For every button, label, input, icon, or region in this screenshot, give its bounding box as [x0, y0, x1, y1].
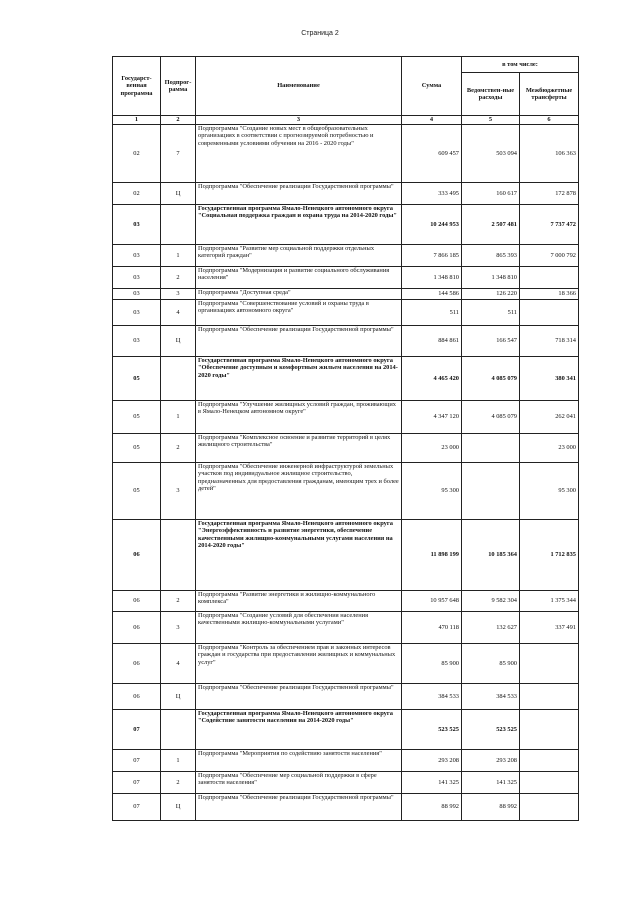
table-row	[113, 750, 579, 772]
subprogram-code-cell: 3	[161, 463, 196, 520]
table-row	[113, 794, 579, 821]
header-sum: Сумма	[402, 57, 462, 116]
header-program: Государст-венная программа	[113, 57, 161, 116]
name-cell: Подпрограмма "Создание условий для обеспечения населения качественными жилищно-коммунальными услугами"	[196, 612, 402, 644]
sum-cell: 7 866 185	[402, 245, 462, 267]
program-code-cell: 03	[113, 326, 161, 357]
program-code-cell: 03	[113, 300, 161, 326]
program-code-cell: 06	[113, 684, 161, 710]
dept-expenses-cell: 523 525	[462, 710, 520, 750]
subprogram-code-cell: Ц	[161, 684, 196, 710]
sum-cell: 470 118	[402, 612, 462, 644]
name-cell: Подпрограмма "Комплексное освоение и развитие территорий в целях жилищного строительства"	[196, 434, 402, 463]
sum-cell: 384 533	[402, 684, 462, 710]
dept-expenses-cell: 166 547	[462, 326, 520, 357]
transfers-cell: 1 375 344	[520, 591, 579, 612]
sum-cell: 333 495	[402, 183, 462, 205]
sum-cell: 85 900	[402, 644, 462, 684]
program-code-cell: 05	[113, 357, 161, 401]
name-cell: Государственная программа Ямало-Ненецкого автономного округа "Энергоэффективность и развитие энергетики, обеспечение качественными жилищно-коммунальными услугами населения на 2014-2020 годы"	[196, 520, 402, 591]
subprogram-code-cell: 4	[161, 644, 196, 684]
name-cell: Подпрограмма "Обеспечение мер социальной поддержки в сфере занятости населения"	[196, 772, 402, 794]
dept-expenses-cell: 503 094	[462, 125, 520, 183]
subprogram-code-cell	[161, 357, 196, 401]
name-cell: Подпрограмма "Обеспечение реализации Государственной программы"	[196, 794, 402, 821]
dept-expenses-cell: 865 393	[462, 245, 520, 267]
dept-expenses-cell	[462, 463, 520, 520]
name-cell: Подпрограмма "Создание новых мест в общеобразовательных организациях в соответствии с прогнозируемой потребностью и современными условиями обучения на 2016 - 2020 годы"	[196, 125, 402, 183]
dept-expenses-cell: 160 617	[462, 183, 520, 205]
sum-cell: 293 208	[402, 750, 462, 772]
col-number-3: 3	[196, 116, 402, 125]
program-code-cell: 03	[113, 267, 161, 289]
subprogram-code-cell: 2	[161, 772, 196, 794]
sum-cell: 141 325	[402, 772, 462, 794]
dept-expenses-cell: 85 900	[462, 644, 520, 684]
program-code-cell: 03	[113, 245, 161, 267]
name-cell: Государственная программа Ямало-Ненецкого автономного округа "Социальная поддержка граждан и охрана труда на 2014-2020 годы"	[196, 205, 402, 245]
table-row	[113, 267, 579, 289]
table-row	[113, 644, 579, 684]
name-cell: Государственная программа Ямало-Ненецкого автономного округа "Обеспечение доступным и комфортным жильем населения на 2014-2020 годы"	[196, 357, 402, 401]
subprogram-code-cell: Ц	[161, 794, 196, 821]
name-cell: Подпрограмма "Обеспечение реализации Государственной программы"	[196, 684, 402, 710]
col-number-2: 2	[161, 116, 196, 125]
transfers-cell	[520, 684, 579, 710]
sum-cell: 23 000	[402, 434, 462, 463]
table-body	[113, 125, 579, 821]
transfers-cell: 7 737 472	[520, 205, 579, 245]
table-row	[113, 183, 579, 205]
col-number-4: 4	[402, 116, 462, 125]
subprogram-code-cell: Ц	[161, 326, 196, 357]
col-number-6: 6	[520, 116, 579, 125]
sum-cell: 511	[402, 300, 462, 326]
name-cell: Подпрограмма "Совершенствование условий и охраны труда в организациях автономного округа"	[196, 300, 402, 326]
program-row	[113, 520, 579, 591]
name-cell: Государственная программа Ямало-Ненецкого автономного округа "Содействие занятости населения на 2014-2020 годы"	[196, 710, 402, 750]
dept-expenses-cell: 126 220	[462, 289, 520, 300]
sum-cell: 10 244 953	[402, 205, 462, 245]
transfers-cell: 262 041	[520, 401, 579, 434]
program-code-cell: 02	[113, 125, 161, 183]
transfers-cell	[520, 794, 579, 821]
dept-expenses-cell: 132 627	[462, 612, 520, 644]
transfers-cell: 95 300	[520, 463, 579, 520]
col-number-5: 5	[462, 116, 520, 125]
subprogram-code-cell: 1	[161, 401, 196, 434]
dept-expenses-cell: 1 348 810	[462, 267, 520, 289]
transfers-cell	[520, 710, 579, 750]
program-code-cell: 05	[113, 434, 161, 463]
subprogram-code-cell: 1	[161, 245, 196, 267]
dept-expenses-cell: 293 208	[462, 750, 520, 772]
program-code-cell: 05	[113, 401, 161, 434]
budget-table	[112, 56, 579, 821]
name-cell: Подпрограмма "Мероприятия по содействию занятости населения"	[196, 750, 402, 772]
program-code-cell: 05	[113, 463, 161, 520]
transfers-cell	[520, 772, 579, 794]
sum-cell: 10 957 648	[402, 591, 462, 612]
subprogram-code-cell: 3	[161, 289, 196, 300]
sum-cell: 523 525	[402, 710, 462, 750]
transfers-cell: 172 878	[520, 183, 579, 205]
subprogram-code-cell	[161, 710, 196, 750]
dept-expenses-cell: 4 085 079	[462, 357, 520, 401]
col-number-1: 1	[113, 116, 161, 125]
name-cell: Подпрограмма "Развитие энергетики и жилищно-коммунального комплекса"	[196, 591, 402, 612]
dept-expenses-cell: 511	[462, 300, 520, 326]
dept-expenses-cell: 88 992	[462, 794, 520, 821]
program-row	[113, 357, 579, 401]
dept-expenses-cell	[462, 434, 520, 463]
name-cell: Подпрограмма "Обеспечение реализации Государственной программы"	[196, 326, 402, 357]
name-cell: Подпрограмма "Доступная среда"	[196, 289, 402, 300]
sum-cell: 95 300	[402, 463, 462, 520]
subprogram-code-cell	[161, 520, 196, 591]
program-code-cell: 06	[113, 612, 161, 644]
table-row	[113, 591, 579, 612]
transfers-cell: 23 000	[520, 434, 579, 463]
subprogram-code-cell: 2	[161, 267, 196, 289]
program-code-cell: 03	[113, 205, 161, 245]
sum-cell: 4 465 420	[402, 357, 462, 401]
table-row	[113, 772, 579, 794]
table-row	[113, 612, 579, 644]
transfers-cell: 380 341	[520, 357, 579, 401]
program-code-cell: 07	[113, 794, 161, 821]
transfers-cell: 7 000 792	[520, 245, 579, 267]
name-cell: Подпрограмма "Обеспечение инженерной инфраструктурой земельных участков под индивидуальное жилищное строительство, предназначенных для предоставления гражданам, имеющим трех и более детей"	[196, 463, 402, 520]
subprogram-code-cell: 4	[161, 300, 196, 326]
table-row	[113, 434, 579, 463]
table-row	[113, 684, 579, 710]
program-code-cell: 06	[113, 591, 161, 612]
program-code-cell: 06	[113, 644, 161, 684]
sum-cell: 88 992	[402, 794, 462, 821]
table-row	[113, 289, 579, 300]
sum-cell: 4 347 120	[402, 401, 462, 434]
transfers-cell: 1 712 835	[520, 520, 579, 591]
table-row	[113, 125, 579, 183]
table-row	[113, 401, 579, 434]
page-number-label: Страница 2	[301, 30, 339, 37]
transfers-cell: 18 366	[520, 289, 579, 300]
table-row	[113, 300, 579, 326]
sum-cell: 609 457	[402, 125, 462, 183]
header-name: Наименование	[196, 57, 402, 116]
transfers-cell: 106 363	[520, 125, 579, 183]
transfers-cell	[520, 750, 579, 772]
subprogram-code-cell	[161, 205, 196, 245]
sum-cell: 884 861	[402, 326, 462, 357]
table-row	[113, 245, 579, 267]
subprogram-code-cell: 7	[161, 125, 196, 183]
dept-expenses-cell: 10 185 364	[462, 520, 520, 591]
transfers-cell	[520, 644, 579, 684]
dept-expenses-cell: 384 533	[462, 684, 520, 710]
sum-cell: 1 348 810	[402, 267, 462, 289]
program-row	[113, 710, 579, 750]
program-code-cell: 02	[113, 183, 161, 205]
dept-expenses-cell: 4 085 079	[462, 401, 520, 434]
program-code-cell: 06	[113, 520, 161, 591]
program-code-cell: 07	[113, 710, 161, 750]
sum-cell: 11 898 199	[402, 520, 462, 591]
subprogram-code-cell: 2	[161, 434, 196, 463]
program-code-cell: 07	[113, 772, 161, 794]
name-cell: Подпрограмма "Модернизация и развитие социального обслуживания населения"	[196, 267, 402, 289]
dept-expenses-cell: 2 507 481	[462, 205, 520, 245]
program-code-cell: 07	[113, 750, 161, 772]
name-cell: Подпрограмма "Развитие мер социальной поддержки отдельных категорий граждан"	[196, 245, 402, 267]
subprogram-code-cell: 1	[161, 750, 196, 772]
transfers-cell	[520, 300, 579, 326]
transfers-cell: 337 491	[520, 612, 579, 644]
subprogram-code-cell: 2	[161, 591, 196, 612]
transfers-cell: 718 314	[520, 326, 579, 357]
table-row	[113, 463, 579, 520]
program-row	[113, 205, 579, 245]
transfers-cell	[520, 267, 579, 289]
table-row	[113, 326, 579, 357]
header-transfers: Межбюджетные трансферты	[520, 73, 579, 116]
subprogram-code-cell: 3	[161, 612, 196, 644]
dept-expenses-cell: 141 325	[462, 772, 520, 794]
sum-cell: 144 586	[402, 289, 462, 300]
name-cell: Подпрограмма "Контроль за обеспечением прав и законных интересов граждан и государства при предоставлении жилищных и коммунальных услуг"	[196, 644, 402, 684]
header-incl: в том числе:	[462, 57, 579, 73]
header-subprogram: Подпрог-рамма	[161, 57, 196, 116]
header-dept: Ведомствен-ные расходы	[462, 73, 520, 116]
name-cell: Подпрограмма "Обеспечение реализации Государственной программы"	[196, 183, 402, 205]
name-cell: Подпрограмма "Улучшение жилищных условий граждан, проживающих в Ямало-Ненецком автономном округе"	[196, 401, 402, 434]
program-code-cell: 03	[113, 289, 161, 300]
subprogram-code-cell: Ц	[161, 183, 196, 205]
dept-expenses-cell: 9 582 304	[462, 591, 520, 612]
